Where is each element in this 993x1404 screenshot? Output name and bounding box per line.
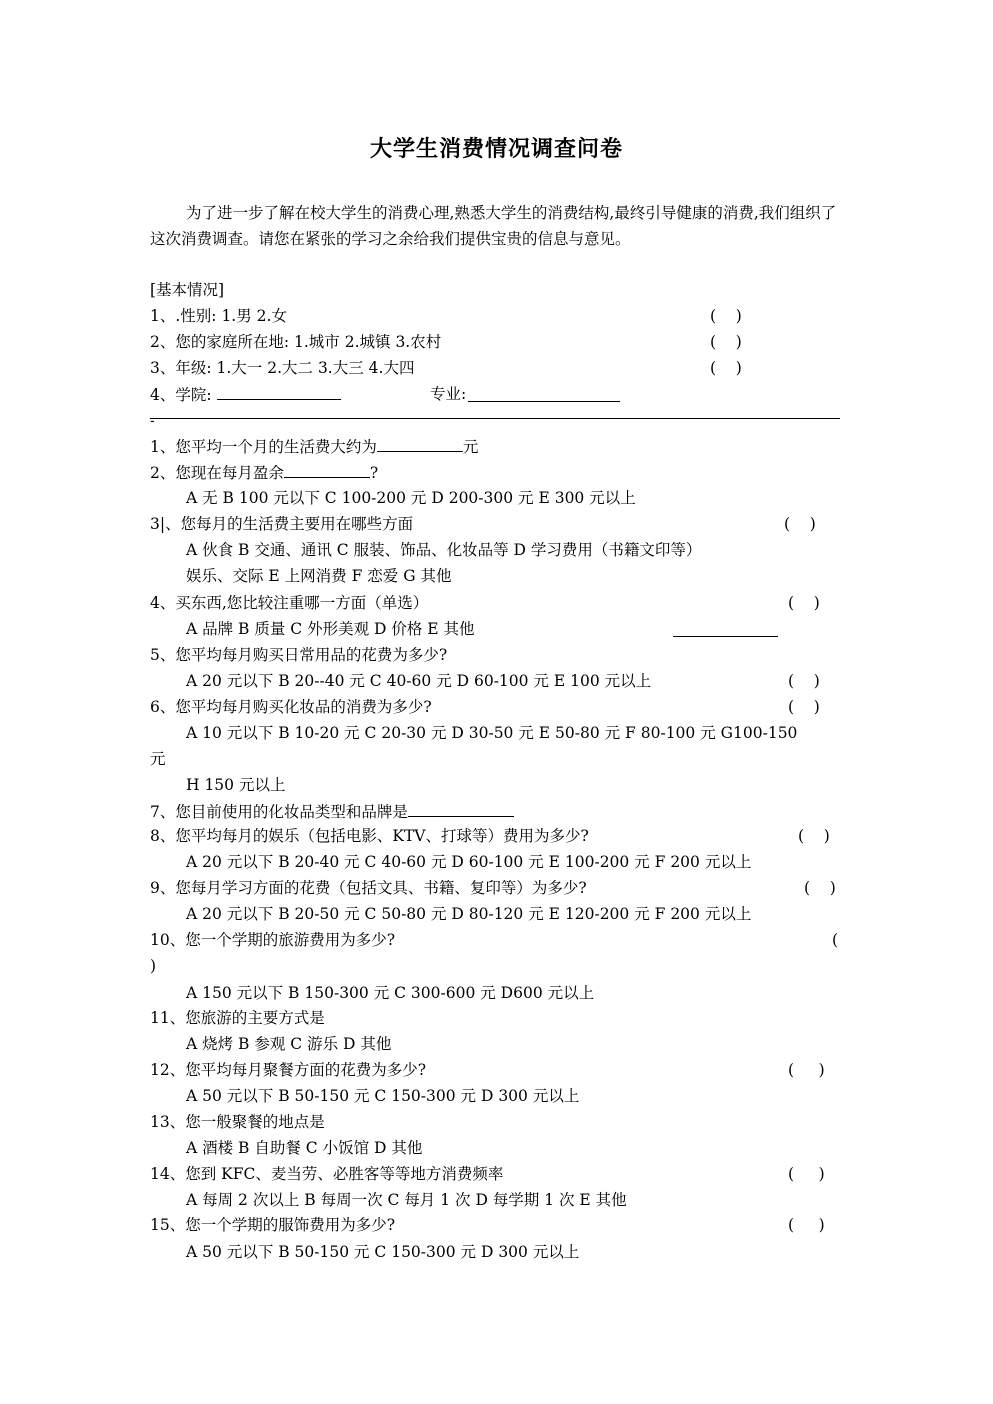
question-3-options-2: 娱乐、交际 E 上网消费 F 恋爱 G 其他 [186,567,452,585]
basic-q2 [150,329,840,355]
question-2-text: 2、您现在每月盈余 [150,464,284,482]
question-12 [150,1057,840,1083]
major-blank[interactable] [468,383,620,402]
question-3 [150,511,840,537]
question-9 [150,875,840,901]
answer-paren-open[interactable]: ( [832,931,839,949]
separator-dash: - [150,413,155,429]
question-8-text: 8、您平均每月的娱乐（包括电影、KTV、打球等）费用为多少? [150,827,589,845]
question-4 [150,590,840,616]
intro-paragraph: 为了进一步了解在校大学生的消费心理,熟悉大学生的消费结构,最终引导健康的消费,我们组织了这次消费调查。请您在紧张的学习之余给我们提供宝贵的信息与意见。 [150,204,837,248]
question-2 [150,459,840,485]
question-7-text: 7、您目前使用的化妆品类型和品牌是 [150,803,408,821]
question-8 [150,823,840,849]
question-14 [150,1161,840,1187]
question-6-options-3: H 150 元以上 [186,776,286,794]
question-4-text: 4、买东西,您比较注重哪一方面（单选） [150,594,429,612]
question-2-mark: ? [369,464,379,482]
question-13-options: A 酒楼 B 自助餐 C 小饭馆 D 其他 [186,1139,423,1157]
question-10-text: 10、您一个学期的旅游费用为多少? [150,931,396,949]
basic-q4 [150,381,840,407]
answer-paren[interactable]: ( ) [788,672,820,690]
question-6-options-1: A 10 元以下 B 10-20 元 C 20-30 元 D 30-50 元 E 50-80 元 F 80-100 元 G100-150 [186,724,798,742]
answer-paren[interactable]: ( ) [784,515,816,533]
question-1 [150,433,840,459]
question-14-text: 14、您到 KFC、麦当劳、必胜客等等地方消费频率 [150,1165,504,1183]
living-cost-blank[interactable] [377,433,463,452]
question-13: 13、您一般聚餐的地点是 [150,1113,325,1131]
answer-paren[interactable]: ( ) [804,879,836,897]
separator-line [150,418,840,419]
surplus-blank[interactable] [284,459,370,478]
question-11: 11、您旅游的主要方式是 [150,1009,325,1027]
question-2-options: A 无 B 100 元以下 C 100-200 元 D 200-300 元 E 300 元以上 [186,489,636,507]
question-9-options: A 20 元以下 B 20-50 元 C 50-80 元 D 80-120 元 E 120-200 元 F 200 元以上 [186,905,752,923]
answer-paren-close[interactable]: ) [150,957,157,975]
question-3-options-1: A 伙食 B 交通、通讯 C 服装、饰品、化妆品等 D 学习费用（书籍文印等） [186,541,702,559]
question-10-options: A 150 元以下 B 150-300 元 C 300-600 元 D600 元以上 [186,984,595,1002]
major-label: 专业: [430,385,467,403]
question-9-text: 9、您每月学习方面的花费（包括文具、书籍、复印等）为多少? [150,879,587,897]
answer-paren[interactable]: ( ) [788,594,820,612]
answer-paren[interactable]: ( ) [710,307,742,325]
basic-q3 [150,355,840,381]
question-5-options [186,668,840,694]
question-15-options: A 50 元以下 B 50-150 元 C 150-300 元 D 300 元以上 [186,1243,580,1261]
question-6-options-2: 元 [150,750,166,768]
question-5: 5、您平均每月购买日常用品的花费为多少? [150,646,448,664]
answer-paren[interactable]: ( ) [710,359,742,377]
other-blank[interactable] [673,618,778,637]
answer-paren[interactable]: ( ) [788,698,820,716]
answer-paren[interactable]: ( ) [788,1216,825,1234]
question-12-options: A 50 元以下 B 50-150 元 C 150-300 元 D 300 元以上 [186,1087,580,1105]
answer-paren[interactable]: ( ) [788,1165,825,1183]
question-4-options-text: A 品牌 B 质量 C 外形美观 D 价格 E 其他 [186,620,475,638]
answer-paren[interactable]: ( ) [798,827,830,845]
question-10 [150,927,840,953]
basic-q1-text: 1、.性别: 1.男 2.女 [150,307,287,325]
question-11-options: A 烧烤 B 参观 C 游乐 D 其他 [186,1035,392,1053]
basic-q2-text: 2、您的家庭所在地: 1.城市 2.城镇 3.农村 [150,333,442,351]
question-14-options: A 每周 2 次以上 B 每周一次 C 每月 1 次 D 每学期 1 次 E 其他 [186,1191,627,1209]
basic-heading: [基本情况] [150,281,225,299]
basic-q3-text: 3、年级: 1.大一 2.大二 3.大三 4.大四 [150,359,415,377]
question-4-options [186,616,840,642]
question-6 [150,694,840,720]
question-12-text: 12、您平均每月聚餐方面的花费为多少? [150,1061,427,1079]
page-title: 大学生消费情况调查问卷 [369,136,623,162]
answer-paren[interactable]: ( ) [710,333,742,351]
question-1-unit: 元 [462,438,479,456]
question-15 [150,1212,840,1238]
question-3-text: 3|、您每月的生活费主要用在哪些方面 [150,515,414,533]
question-6-text: 6、您平均每月购买化妆品的消费为多少? [150,698,432,716]
answer-paren[interactable]: ( ) [788,1061,825,1079]
question-15-text: 15、您一个学期的服饰费用为多少? [150,1216,396,1234]
basic-q1 [150,303,840,329]
college-blank[interactable] [217,381,341,400]
college-label: 4、学院: [150,386,212,404]
question-8-options: A 20 元以下 B 20-40 元 C 40-60 元 D 60-100 元 E 100-200 元 F 200 元以上 [186,853,752,871]
question-5-options-text: A 20 元以下 B 20--40 元 C 40-60 元 D 60-100 元 E 100 元以上 [186,672,652,690]
question-1-text: 1、您平均一个月的生活费大约为 [150,438,377,456]
cosmetics-brand-blank[interactable] [408,798,514,817]
question-7 [150,798,840,824]
